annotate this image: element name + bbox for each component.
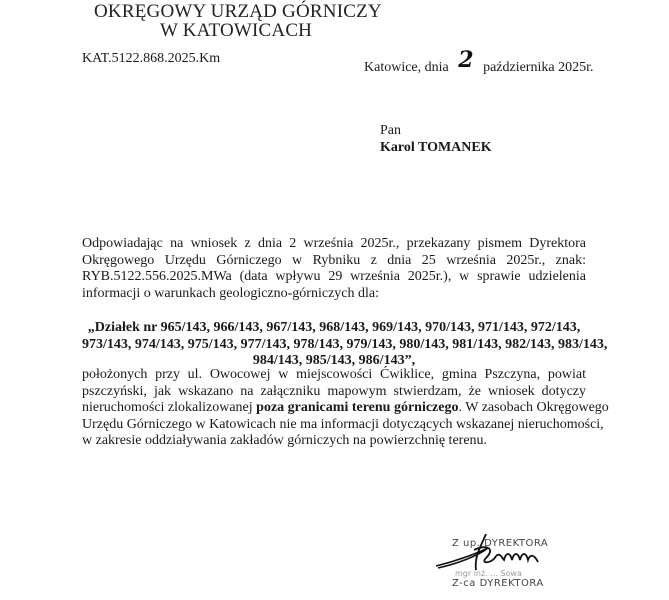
date-line bbox=[364, 47, 594, 77]
findings-line: w zakresie oddziaływania zakładów górniczych na powierzchnię terenu. bbox=[82, 433, 488, 448]
stamp-bottom: Z-ca DYREKTORA bbox=[452, 578, 544, 589]
recipient-name: Karol TOMANEK bbox=[380, 140, 492, 155]
reference-number: KAT.5122.868.2025.Km bbox=[82, 51, 221, 66]
parcel-line: „Działek nr 965/143, 966/143, 967/143, 968/143, 969/143, 970/143, 971/143, 972/143, bbox=[87, 320, 581, 335]
findings-text: . W zasobach Okręgowego bbox=[458, 400, 609, 415]
recipient-salutation: Pan bbox=[380, 123, 401, 138]
findings-line bbox=[82, 400, 609, 417]
intro-line: Okręgowego Urzędu Górniczego w Rybniku z dnia 25 września 2025r., znak: bbox=[82, 252, 586, 268]
date-suffix: października 2025r. bbox=[483, 60, 594, 75]
findings-paragraph bbox=[82, 367, 609, 450]
intro-line: RYB.5122.556.2025.MWa (data wpływu 29 września 2025r.), w sprawie udzielenia bbox=[82, 269, 586, 284]
parcel-line: 973/143, 974/143, 975/143, 977/143, 978/143, 979/143, 980/143, 981/143, 982/143, 983/143, bbox=[82, 336, 608, 352]
parcel-line: 984/143, 985/143, 986/143”, bbox=[252, 353, 416, 368]
mining-area-status: poza granicami terenu górniczego bbox=[256, 400, 459, 415]
parcel-list bbox=[82, 320, 608, 370]
stamp-name-faint: mgr inż. ... Sowa bbox=[455, 569, 522, 578]
signature-block bbox=[430, 530, 570, 600]
findings-line: położonych przy ul. Owocowej w miejscowości Ćwiklice, gmina Pszczyna, powiat bbox=[82, 367, 586, 382]
office-name-line2: W KATOWICACH bbox=[160, 20, 313, 41]
office-name-line1: OKRĘGOWY URZĄD GÓRNICZY bbox=[94, 1, 382, 22]
findings-line: pszczyński, jak wskazano na załączniku mapowym stwierdzam, że wniosek dotyczy bbox=[82, 383, 586, 399]
date-prefix: Katowice, dnia bbox=[364, 60, 449, 75]
findings-line: Urzędu Górniczego w Katowicach nie ma informacji dotyczących wskazanej nieruchomości, bbox=[82, 416, 604, 432]
date-day-handwritten: 2 bbox=[458, 47, 474, 73]
handwritten-signature bbox=[430, 530, 570, 600]
findings-text: nieruchomości zlokalizowanej bbox=[82, 400, 257, 415]
stamp-top: Z up. DYREKTORA bbox=[452, 538, 549, 549]
intro-paragraph bbox=[82, 236, 586, 302]
intro-line: informacji o warunkach geologiczno-górniczych dla: bbox=[82, 285, 379, 301]
intro-line: Odpowiadając na wniosek z dnia 2 września 2025r., przekazany pismem Dyrektora bbox=[82, 236, 586, 251]
